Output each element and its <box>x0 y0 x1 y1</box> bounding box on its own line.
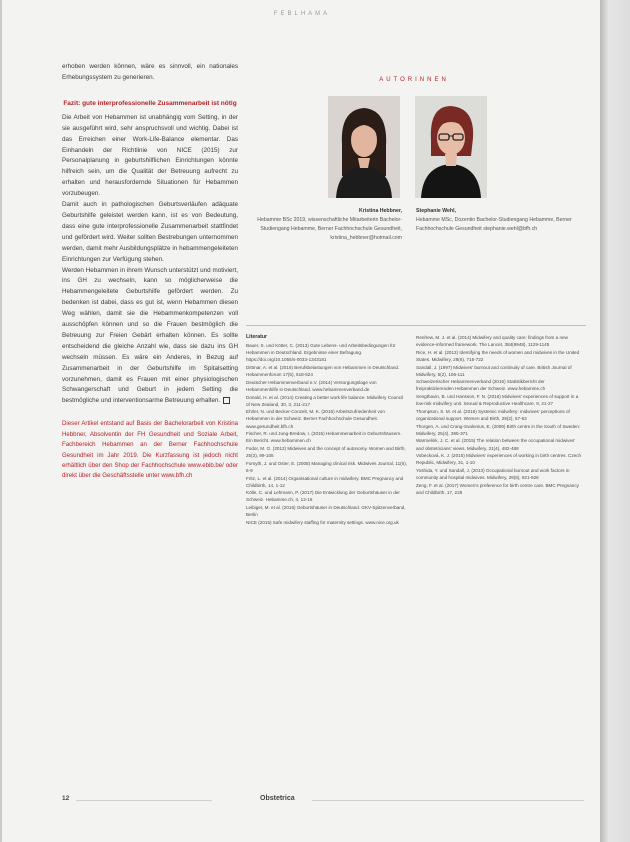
body-paragraph-2: Damit auch in pathologischen Geburtsverläufen adäquate Geburtshilfe geleistet werden kann, ist es von Bedeutung, dass eine gute interprofessionelle Zusammenarbeit stattfindet und gefördert wird. Weiter sollten Bestrebungen unternommen werden, damit mehr Ausbildungsplätze in hebammengeleiteten Einrichtungen zur Verfügung stehen. <box>62 201 238 263</box>
adjacent-page-edge <box>600 0 630 842</box>
section-subheading: Fazit: gute interprofessionelle Zusammenarbeit ist nötig <box>63 99 237 107</box>
reference-item: Warmelink, J. C. et al. (2015) The relation between the occupational midwives' and obstetricians' views. Midwifery, 31(4), 482-488 <box>416 438 576 451</box>
page-number: 12 <box>62 795 70 802</box>
main-text-column <box>62 62 238 482</box>
reference-item: Thorgen, A. und Crang-Svalenius, E. (2009) Birth centre in the South of Sweden: Midwifery, 25(4), 365-371 <box>416 423 581 436</box>
document-page <box>2 0 600 842</box>
reference-item: Vobecková, K. J. (2015) Midwives' experiences of working in birth centres. Czech Republic, Midwifery, 31, 1-10 <box>416 453 582 466</box>
reference-item: Deutscher Hebammenverband e.V. (2014) Versorgungslage von Hebammenhilfe in Deutschland. www.hebammenverband.de <box>246 379 377 392</box>
reference-item: Sandall, J. (1997) Midwives' burnout and continuity of care. British Journal of Midwifery, 5(2), 106-111 <box>416 364 572 377</box>
reference-item: Donald, H. et al. (2014) Creating a better work life balance. Midwifery Council of New Zealand, 30, 3, 211-217 <box>246 394 404 407</box>
author-name-2: Stephanie Wehl, <box>416 208 456 214</box>
reference-item: Forsyth, J. und Oster, E. (2008) Managing clinical risk. Midwives Journal, 11(6), 6-9 <box>246 460 408 473</box>
reference-item: Dittmar, A. et al. (2016) Berufsbelastungen von Hebammen in Deutschland. Hebammenforum 17(5), 518-524 <box>246 364 400 378</box>
reference-item: Leibiger, M. et al. (2016) Geburtshäuser in Deutschland. GKV-Spitzenverband, Berlin <box>246 505 406 518</box>
footer-rule-right <box>312 800 584 801</box>
body-paragraph-1: Die Arbeit von Hebammen ist unabhängig vom Setting, in der sie ausgeführt wird, sehr anspruchsvoll und wichtig. Dabei ist das Erreichen einer Work-Life-Balance elementar. Das Einhandeln der Richtlinie von NICE (2015) zur Personalplanung in geburtshilflichen Einrichtungen könnte hilfreich sein, um die Qualität der Betreuung aufrecht zu erhalten und herausfordernde Situationen für Hebammen vorzubeugen. <box>62 113 238 198</box>
references-column-right <box>416 334 582 497</box>
reference-item: Schweizerischer Hebammenverband (2016) Statistikbericht der freipraktizierenden Hebammen der Schweiz. www.hebamme.ch <box>416 379 546 392</box>
references-heading: Literatur <box>246 334 268 340</box>
body-paragraph-3-text: Werden Hebammen in ihrem Wunsch unterstützt und motiviert, ins GH zu wechseln, kann so möglicherweise die Hebammengeleitete Geburtshilfe gefördert werden. Zu bedenken ist dabei, dass es gut ist, wenn Hebammen diesen Weg wählen, damit sie die Hebammenkompetenzen voll ausschöpfen können und so die Frauen bestmöglich die Betreuung zur Freien Gebärt erhalten können. Es sollte entscheidend die gleiche Anzahl wie, dass sie dazu ins GH wechseln müssen. Es wäre ein Anderes, in Bezug auf Zusammenarbeit in der Geburtshilfe im Spitalsetting vorzunehmen, damit es Frauen mit einer physiologischen Schwangerschaft und Geburt in jedem Setting die bestmögliche und interventionsarme Betreuung erhalten. <box>62 266 238 405</box>
reference-list-left <box>246 342 408 526</box>
reference-item: Fodor, M. G. (2012) Midwives and the concept of autonomy. Women and Birth, 25(3), 99-105 <box>246 445 406 459</box>
author-photo-1 <box>328 96 400 198</box>
references-divider <box>246 325 586 326</box>
body-paragraph-3 <box>62 266 238 408</box>
reference-item: Bauer, S. und Kötter, C. (2013) Gute Lebens- und Arbeitsbedingungen für Hebammen in Deutschland. Ergebnisse einer Befragung. https://doi.org/10.1055/s-0033-1343181 <box>246 343 396 363</box>
article-end-mark <box>223 397 230 404</box>
reference-list-right <box>416 334 582 496</box>
reference-item: Kölle, C. und Lehmann, P. (2017) Die Entwicklung der Geburtshäuser in der Schweiz. Hebamme.ch, 4, 12-16 <box>246 490 400 503</box>
author-bio-1 <box>247 207 402 243</box>
author-photo-2 <box>415 96 487 198</box>
reference-item: Fritz, L. et al. (2014) Organisational culture in midwifery. BMC Pregnancy and Childbirth, 14, 1-12 <box>246 475 404 488</box>
reference-item: Ehrler, N. und Becker-Conzelt, M. K. (2016) Arbeitszufriedenheit von Hebammen in der Schweiz. Berner Fachhochschule Gesundheit. www.gesundheit.bfh.ch <box>246 409 385 429</box>
intro-paragraph: erhoben werden können, wäre es sinnvoll, ein nationales Erhebungssystem zu generieren. <box>62 63 238 81</box>
journal-name: Obstetrica <box>260 795 295 802</box>
reference-item: Rice, H. et al. (2012) Identifying the needs of women and midwives in the United States. Midwifery, 28(6), 715-722 <box>416 349 580 362</box>
author-bio-text-2: Hebamme MSc, Dozentin Bachelor-Studiengang Hebamme, Berner Fachhochschule Gesundheit stephanie.wehl@bfh.ch <box>416 217 572 232</box>
reference-item: Sengthavin, B. und Hansson, F. N. (2016) Midwives' experiences of support in a low-risk midwifery unit. Sexual & Reproductive Healthcare, 9, 21-27 <box>416 394 579 407</box>
author-bio-2 <box>416 207 576 234</box>
reference-item: Fischer, R. und Jung-Bredow, I. (2015) Hebammenarbeit in Geburtshäusern. Ein Bericht. www.hebammen.ch <box>246 431 402 444</box>
reference-item: Thompson, S. M. et al. (2016) Systemic midwifery: midwives' perceptions of organizational support. Women and Birth, 29(2), 57-63 <box>416 408 570 421</box>
reference-item: Zeng, F. et al. (2017) Women's preference for birth centre care. BMC Pregnancy and Childbirth, 17, 228 <box>416 482 579 495</box>
footer-rule-left <box>76 800 212 801</box>
reference-item: NICE (2015) Safe midwifery staffing for maternity settings. www.nice.org.uk <box>246 519 399 525</box>
running-head: FEBLHAMA <box>273 11 331 17</box>
references-column-left <box>246 334 408 527</box>
article-source-note: Dieser Artikel entstand auf Basis der Bachelorarbeit von Kristina Hebbner, Absolventin der FH Gesundheit und Soziale Arbeit, Fachbereich Hebammen an der Berner Fachhochschule Gesundheit im Jahr 2019. Die Kurzfassung ist jedoch nicht erhältlich über den Shop der Fachhochschule www.ebib.be/ oder direkt über die Geschäftsstelle unter www.bfh.ch <box>62 420 238 480</box>
authors-label: AUTORINNEN <box>379 77 449 83</box>
author-bio-text-1: Hebamme BSc 2019, wissenschaftliche Mitarbeiterin Bachelor-Studiengang Hebamme, Berner Fachhochschule Gesundheit, kristina_hebbner@hotmail.com <box>257 217 402 241</box>
reference-item: Renfrew, M. J. et al. (2014) Midwifery and quality care: findings from a new evidence-informed framework. The Lancet, 384(9948), 1129-1145 <box>416 335 568 348</box>
reference-item: Yoshida, Y. und Sandall, J. (2013) Occupational burnout and work factors in community and hospital midwives. Midwifery, 29(8), 921-926 <box>416 468 570 481</box>
author-name-1: Kristina Hebbner, <box>359 208 402 214</box>
